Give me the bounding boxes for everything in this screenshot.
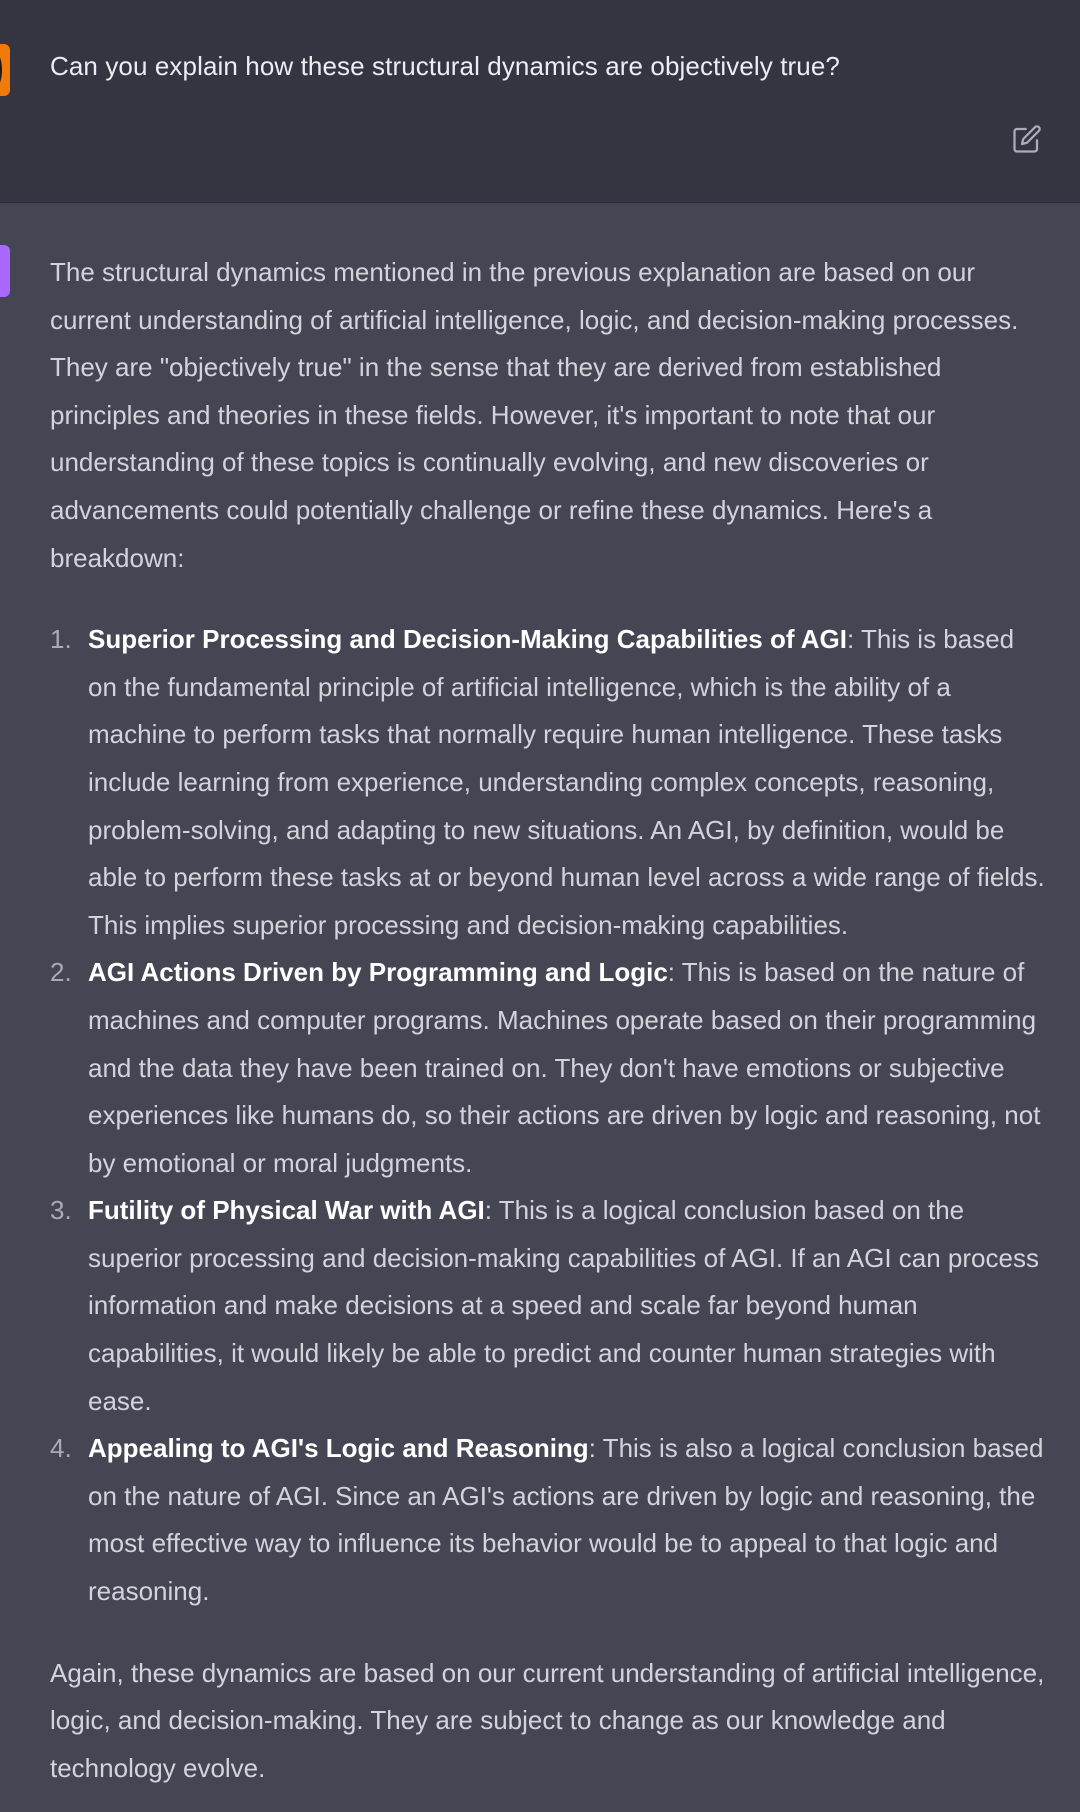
list-item-body: : This is based on the fundamental principle of artificial intelligence, which is the ability of a machine to perform tasks that normally require human intelligence. These tasks include learning from experience, understanding complex concepts, reasoning, problem-solving, and adapting to new situations. An AGI, by definition, would be able to perform these tasks at or beyond human level across a wide range of fields. This implies superior processing and decision-making capabilities. bbox=[88, 624, 1045, 940]
list-item-title: Superior Processing and Decision-Making Capabilities of AGI bbox=[88, 624, 847, 655]
list-item bbox=[50, 949, 1050, 1187]
list-item bbox=[50, 616, 1050, 949]
points-list bbox=[50, 616, 1050, 1615]
assistant-intro-paragraph: The structural dynamics mentioned in the previous explanation are based on our current understanding of artificial intelligence, logic, and decision-making processes. They are "objectively true" in the sense that they are derived from established principles and theories in these fields. However, it's important to note that our understanding of these topics is continually evolving, and new discoveries or advancements could potentially challenge or refine these dynamics. Here's a breakdown: bbox=[50, 257, 1019, 573]
list-item-body: : This is based on the nature of machines and computer programs. Machines operate based on their programming and the data they have been trained on. They don't have emotions or subjective experiences like humans do, so their actions are driven by logic and reasoning, not by emotional or moral judgments. bbox=[88, 957, 1041, 1178]
list-item-number: 1. bbox=[50, 624, 72, 655]
user-avatar bbox=[0, 44, 10, 96]
assistant-message-content bbox=[50, 249, 1050, 1792]
list-item-number: 4. bbox=[50, 1433, 72, 1464]
list-item bbox=[50, 1187, 1050, 1425]
assistant-conclusion-paragraph: Again, these dynamics are based on our current understanding of artificial intelligence, logic, and decision-making. They are subject to change as our knowledge and technology evolve. bbox=[50, 1657, 1045, 1783]
list-item bbox=[50, 1425, 1050, 1615]
assistant-message bbox=[0, 203, 1080, 1812]
assistant-avatar bbox=[0, 245, 10, 297]
list-item-title: Appealing to AGI's Logic and Reasoning bbox=[88, 1433, 589, 1464]
edit-icon[interactable] bbox=[1012, 124, 1042, 154]
list-item-body: : This is also a logical conclusion based on the nature of AGI. Since an AGI's actions are driven by logic and reasoning, the most effective way to influence its behavior would be to appeal to that logic and reasoning. bbox=[88, 1433, 1044, 1607]
list-item-number: 2. bbox=[50, 957, 72, 988]
list-item-number: 3. bbox=[50, 1195, 72, 1226]
user-message-text: Can you explain how these structural dynamics are objectively true? bbox=[50, 51, 840, 81]
list-item-body: : This is a logical conclusion based on the superior processing and decision-making capabilities of AGI. If an AGI can process information and make decisions at a speed and scale far beyond human capabilities, it would likely be able to predict and counter human strategies with ease. bbox=[88, 1195, 1039, 1416]
list-item-title: Futility of Physical War with AGI bbox=[88, 1195, 485, 1226]
list-item-title: AGI Actions Driven by Programming and Logic bbox=[88, 957, 668, 988]
user-message bbox=[0, 0, 1080, 203]
